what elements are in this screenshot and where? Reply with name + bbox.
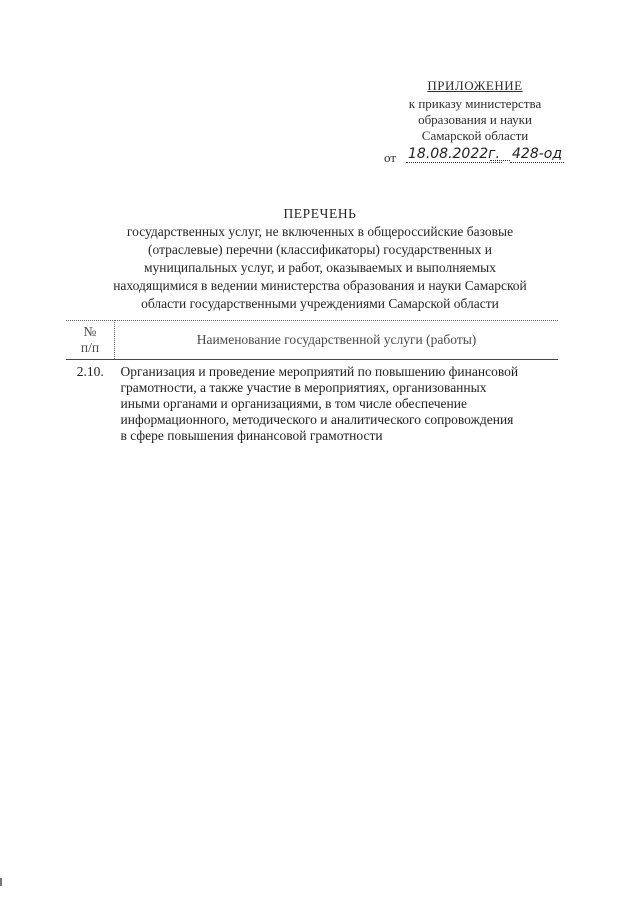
title-line: области государственными учреждениями Самарской области [141,296,499,311]
handwritten-date: 18.08.2022г. [408,146,500,162]
title-line: (отраслевые) перечни (классификаторы) государственных и [148,242,492,257]
row-service-name [115,360,559,449]
service-name-line: Организация и проведение мероприятий по повышению финансовой [120,364,519,379]
column-header-name: Наименование государственной услуги (работы) [115,321,559,360]
service-name-line: информационного, методического и аналитического сопровождения [120,412,514,427]
scan-margin-mark [0,878,2,886]
appendix-title: ПРИЛОЖЕНИЕ [427,78,523,93]
title-line: находящимися в ведении министерства образования и науки Самарской [113,278,527,293]
title-line: государственных услуг, не включенных в общероссийские базовые [126,224,514,239]
column-header-number-line2: п/п [80,340,100,355]
table-header-row [66,321,558,360]
service-name-line: в сфере повышения финансовой грамотности [120,428,383,443]
services-table [66,320,558,448]
from-label: от [384,150,397,165]
appendix-line: образования и науки [418,112,532,127]
table-row [66,360,558,449]
service-name-line: иными органами и организациями, в том числе обеспечение [120,396,467,411]
handwritten-number: 428-од [512,146,563,162]
service-name-line: грамотности, а также участие в мероприятиях, организованных [120,380,487,395]
column-header-number [66,321,115,360]
document-title: ПЕРЕЧЕНЬ [283,206,357,221]
appendix-line: Самарской области [421,128,529,143]
column-header-number-line1: № [83,324,97,339]
appendix-line: к приказу министерства [408,96,542,111]
row-number: 2.10. [76,364,104,379]
appendix-header [360,78,590,168]
order-date-number-line [360,146,590,168]
title-line: муниципальных услуг, и работ, оказываемых и выполняемых [143,260,497,275]
document-title-block [70,205,570,313]
blank-line [490,160,510,161]
